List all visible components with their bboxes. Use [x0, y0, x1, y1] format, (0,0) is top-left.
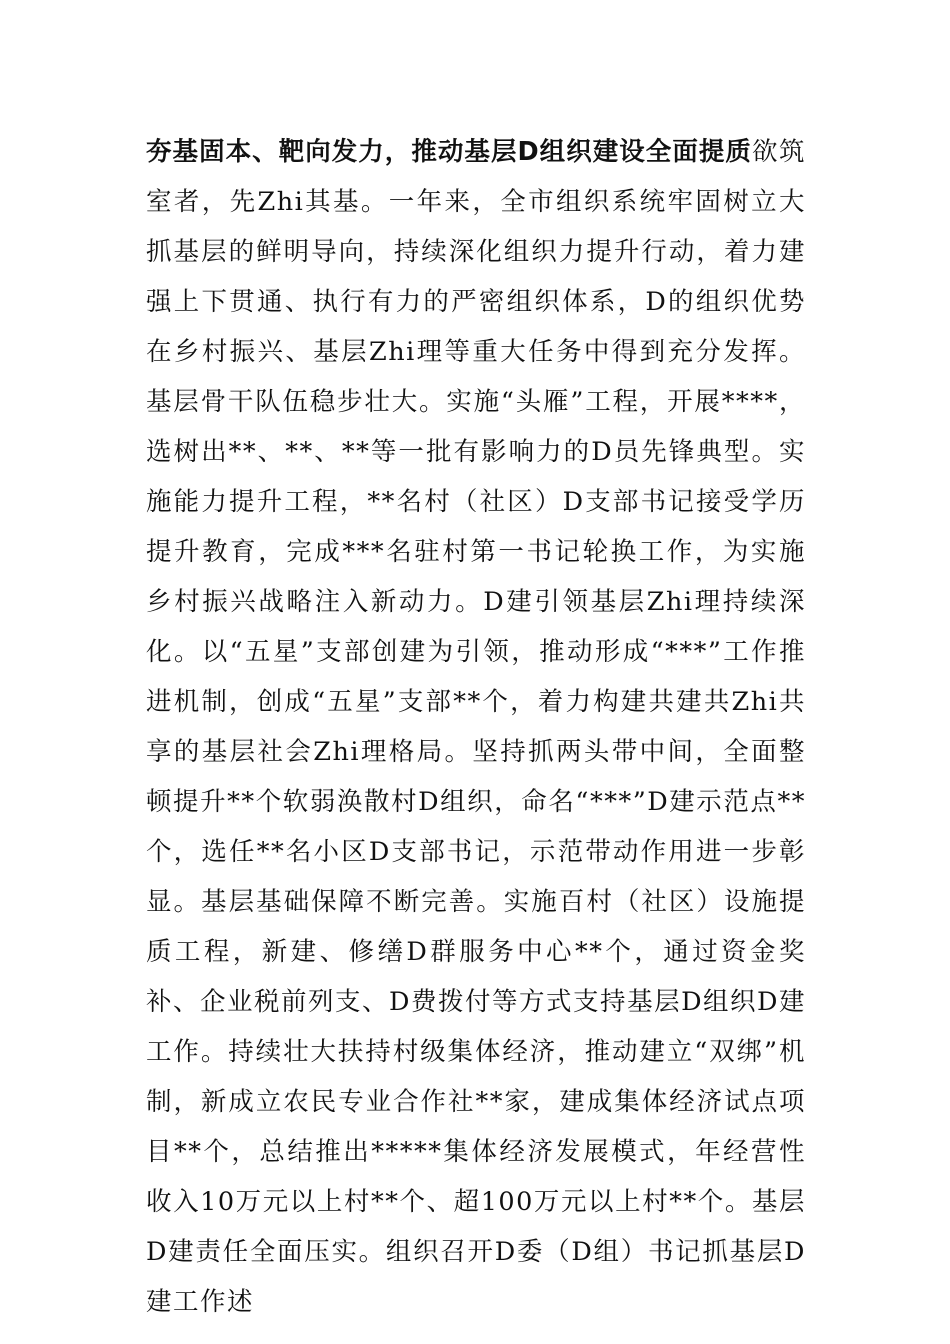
paragraph-body: 欲筑室者，先Zhi其基。一年来，全市组织系统牢固树立大抓基层的鲜明导向，持续深化组织力提升行动，着力建强上下贯通、执行有力的严密组织体系，D的组织优势在乡村振兴、基层Zhi理等重大任务中得到充分发挥。基层骨干队伍稳步壮大。实施“头雁”工程，开展****，选树出**、**、**等一批有影响力的D员先锋典型。实施能力提升工程，**名村（社区）D支部书记接受学历提升教育，完成***名驻村第一书记轮换工作，为实施乡村振兴战略注入新动力。D建引领基层Zhi理持续深化。以“五星”支部创建为引领，推动形成“***”工作推进机制，创成“五星”支部**个，着力构建共建共Zhi共享的基层社会Zhi理格局。坚持抓两头带中间，全面整顿提升**个软弱涣散村D组织，命名“***”D建示范点**个，选任**名小区D支部书记，示范带动作用进一步彰显。基层基础保障不断完善。实施百村（社区）设施提质工程，新建、修缮D群服务中心**个，通过资金奖补、企业税前列支、D费拨付等方式支持基层D组织D建工作。持续壮大扶持村级集体经济，推动建立“双绑”机制，新成立农民专业合作社**家，建成集体经济试点项目**个，总结推出*****集体经济发展模式，年经营性收入10万元以上村**个、超100万元以上村**个。基层D建责任全面压实。组织召开D委（D组）书记抓基层D建工作述: [146, 137, 806, 1317]
paragraph-heading: 夯基固本、靶向发力，推动基层D组织建设全面提质: [146, 137, 752, 167]
body-paragraph: [146, 127, 806, 1327]
